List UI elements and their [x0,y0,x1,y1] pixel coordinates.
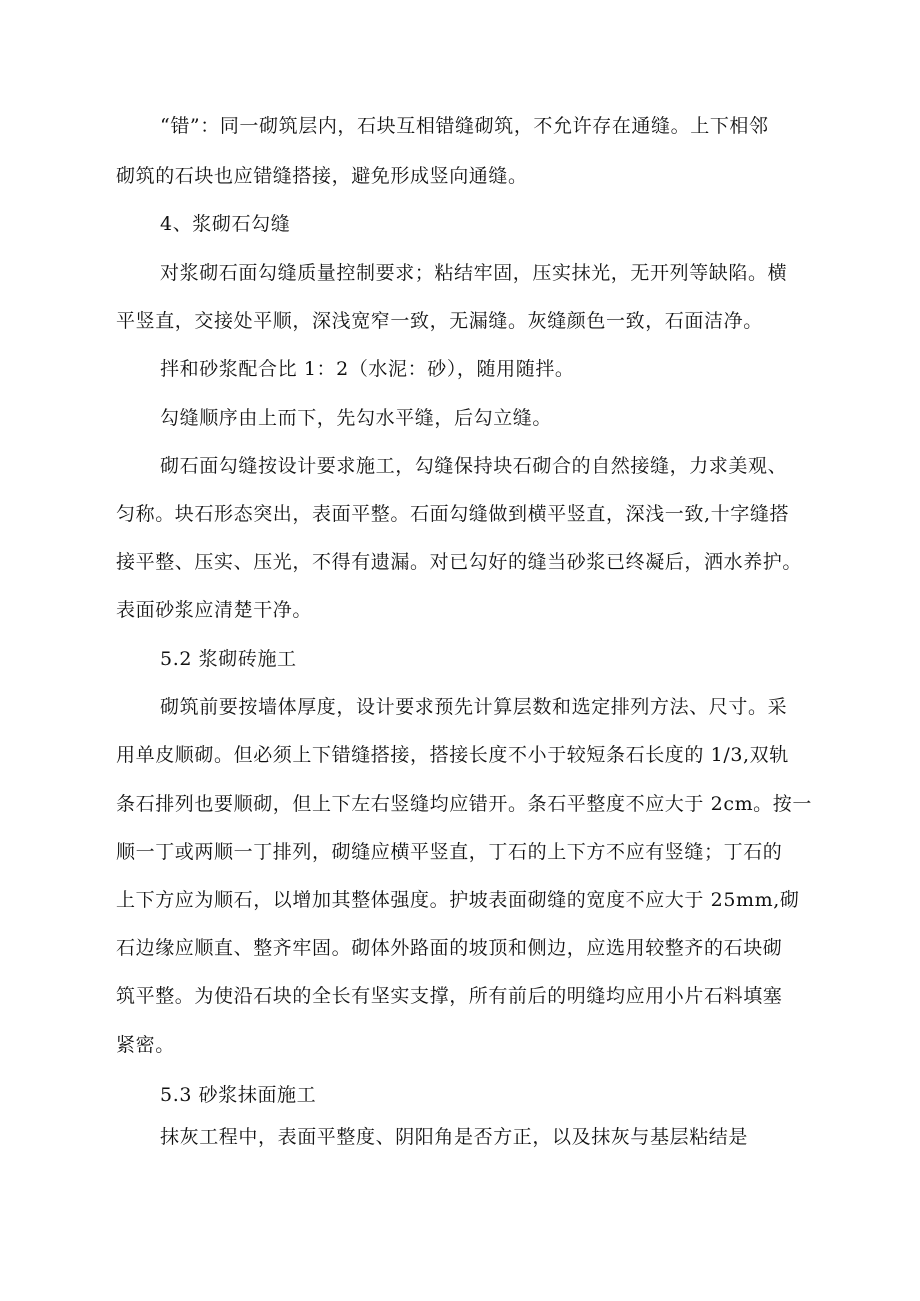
paragraph-line: 石边缘应顺直、整齐牢固。砌体外路面的坡顶和侧边，应选用较整齐的石块砌 [116,937,783,959]
paragraph-line: 拌和砂浆配合比 1：2（水泥：砂），随用随拌。 [160,358,575,380]
paragraph-line: 平竖直，交接处平顺，深浅宽窄一致，无漏缝。灰缝颜色一致，石面洁净。 [116,310,763,332]
section-heading: 5.2 浆砌砖施工 [160,648,297,670]
paragraph-line: 匀称。块石形态突出，表面平整。石面勾缝做到横平竖直，深浅一致,十字缝搭 [116,503,790,525]
paragraph-line: 抹灰工程中，表面平整度、阴阳角是否方正，以及抹灰与基层粘结是 [160,1126,749,1148]
paragraph-line: 顺一丁或两顺一丁排列，砌缝应横平竖直，丁石的上下方不应有竖缝；丁石的 [116,841,783,863]
paragraph-line: 条石排列也要顺砌，但上下左右竖缝均应错开。条石平整度不应大于 2cm。按一 [116,793,812,815]
paragraph-line: 紧密。 [116,1034,175,1056]
paragraph-line: 砌筑的石块也应错缝搭接，避免形成竖向通缝。 [116,165,528,187]
paragraph-line: “错”：同一砌筑层内，石块互相错缝砌筑，不允许存在通缝。上下相邻 [160,115,769,137]
paragraph-line: 接平整、压实、压光，不得有遗漏。对已勾好的缝当砂浆已终凝后，洒水养护。 [116,551,803,573]
paragraph-line: 上下方应为顺石，以增加其整体强度。护坡表面砌缝的宽度不应大于 25mm,砌 [116,889,800,911]
paragraph-line: 砌筑前要按墙体厚度，设计要求预先计算层数和选定排列方法、尺寸。采 [160,696,788,718]
paragraph-line: 表面砂浆应清楚干净。 [116,599,313,621]
paragraph-line: 用单皮顺砌。但必须上下错缝搭接，搭接长度不小于较短条石长度的 1/3,双轨 [116,744,789,766]
paragraph-line: 砌石面勾缝按设计要求施工，勾缝保持块石砌合的自然接缝，力求美观、 [160,455,788,477]
paragraph-line: 对浆砌石面勾缝质量控制要求；粘结牢固，压实抹光，无开列等缺陷。横 [160,262,788,284]
paragraph-line: 勾缝顺序由上而下，先勾水平缝，后勾立缝。 [160,407,553,429]
section-heading: 5.3 砂浆抹面施工 [160,1084,317,1106]
paragraph-line: 筑平整。为使沿石块的全长有坚实支撑，所有前后的明缝均应用小片石料填塞 [116,985,783,1007]
section-heading: 4、浆砌石勾缝 [160,213,291,235]
